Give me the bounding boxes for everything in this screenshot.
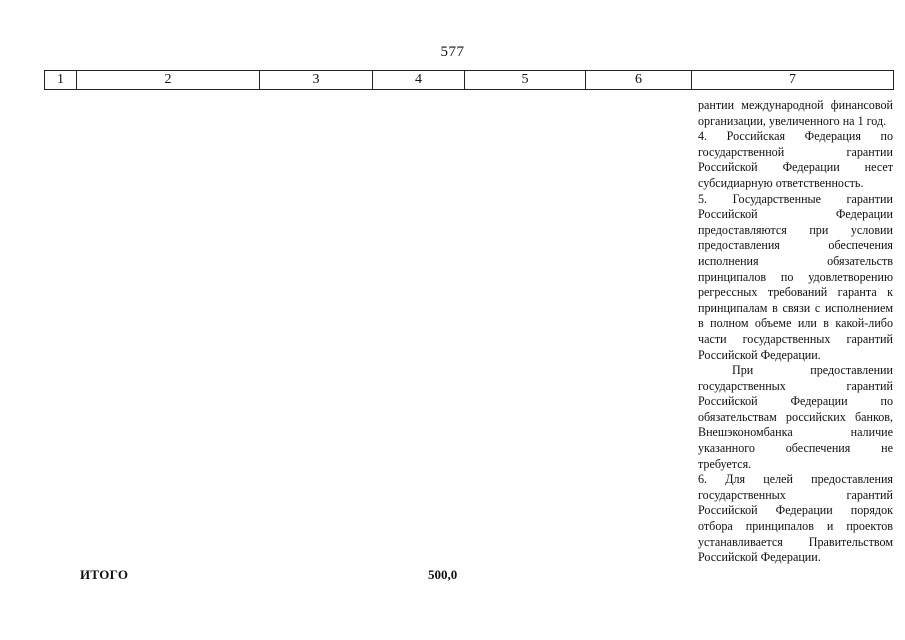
paragraph-continuation: рантии международной финансовой организации, увеличенного на 1 год. <box>698 98 893 128</box>
column-7-text-block <box>698 98 893 566</box>
column-number-header-table <box>44 70 894 90</box>
column-number-3: 3 <box>260 71 373 90</box>
page-number: 577 <box>440 44 465 60</box>
column-number-5: 5 <box>465 71 586 90</box>
total-value: 500,0 <box>428 567 458 582</box>
paragraph-item-4: 4. Российская Федерация по государственной гарантии Российской Федерации несет субсидиарную ответственность. <box>698 129 893 190</box>
paragraph-item-5-note: При предоставлении государственных гарантий Российской Федерации по обязательствам российских банков, Внешэкономбанка наличие указанного обеспечения не требуется. <box>698 363 893 471</box>
paragraph-item-6: 6. Для целей предоставления государственных гарантий Российской Федерации порядок отбора принципалов и проектов устанавливается Правительством Российской Федерации. <box>698 472 893 565</box>
paragraph-item-5: 5. Государственные гарантии Российской Федерации предоставляются при условии предоставления обеспечения исполнения обязательств принципалов по удовлетворению регрессных требований гаранта к принципалам в связи с исполнением в полном объеме или в какой-либо части государственных гарантий Российской Федерации. <box>698 191 893 362</box>
column-number-1: 1 <box>45 71 77 90</box>
column-number-4: 4 <box>373 71 465 90</box>
column-number-7: 7 <box>692 71 894 90</box>
column-number-6: 6 <box>586 71 692 90</box>
header-row <box>45 71 894 90</box>
column-number-2: 2 <box>77 71 260 90</box>
total-label: ИТОГО <box>80 567 129 582</box>
